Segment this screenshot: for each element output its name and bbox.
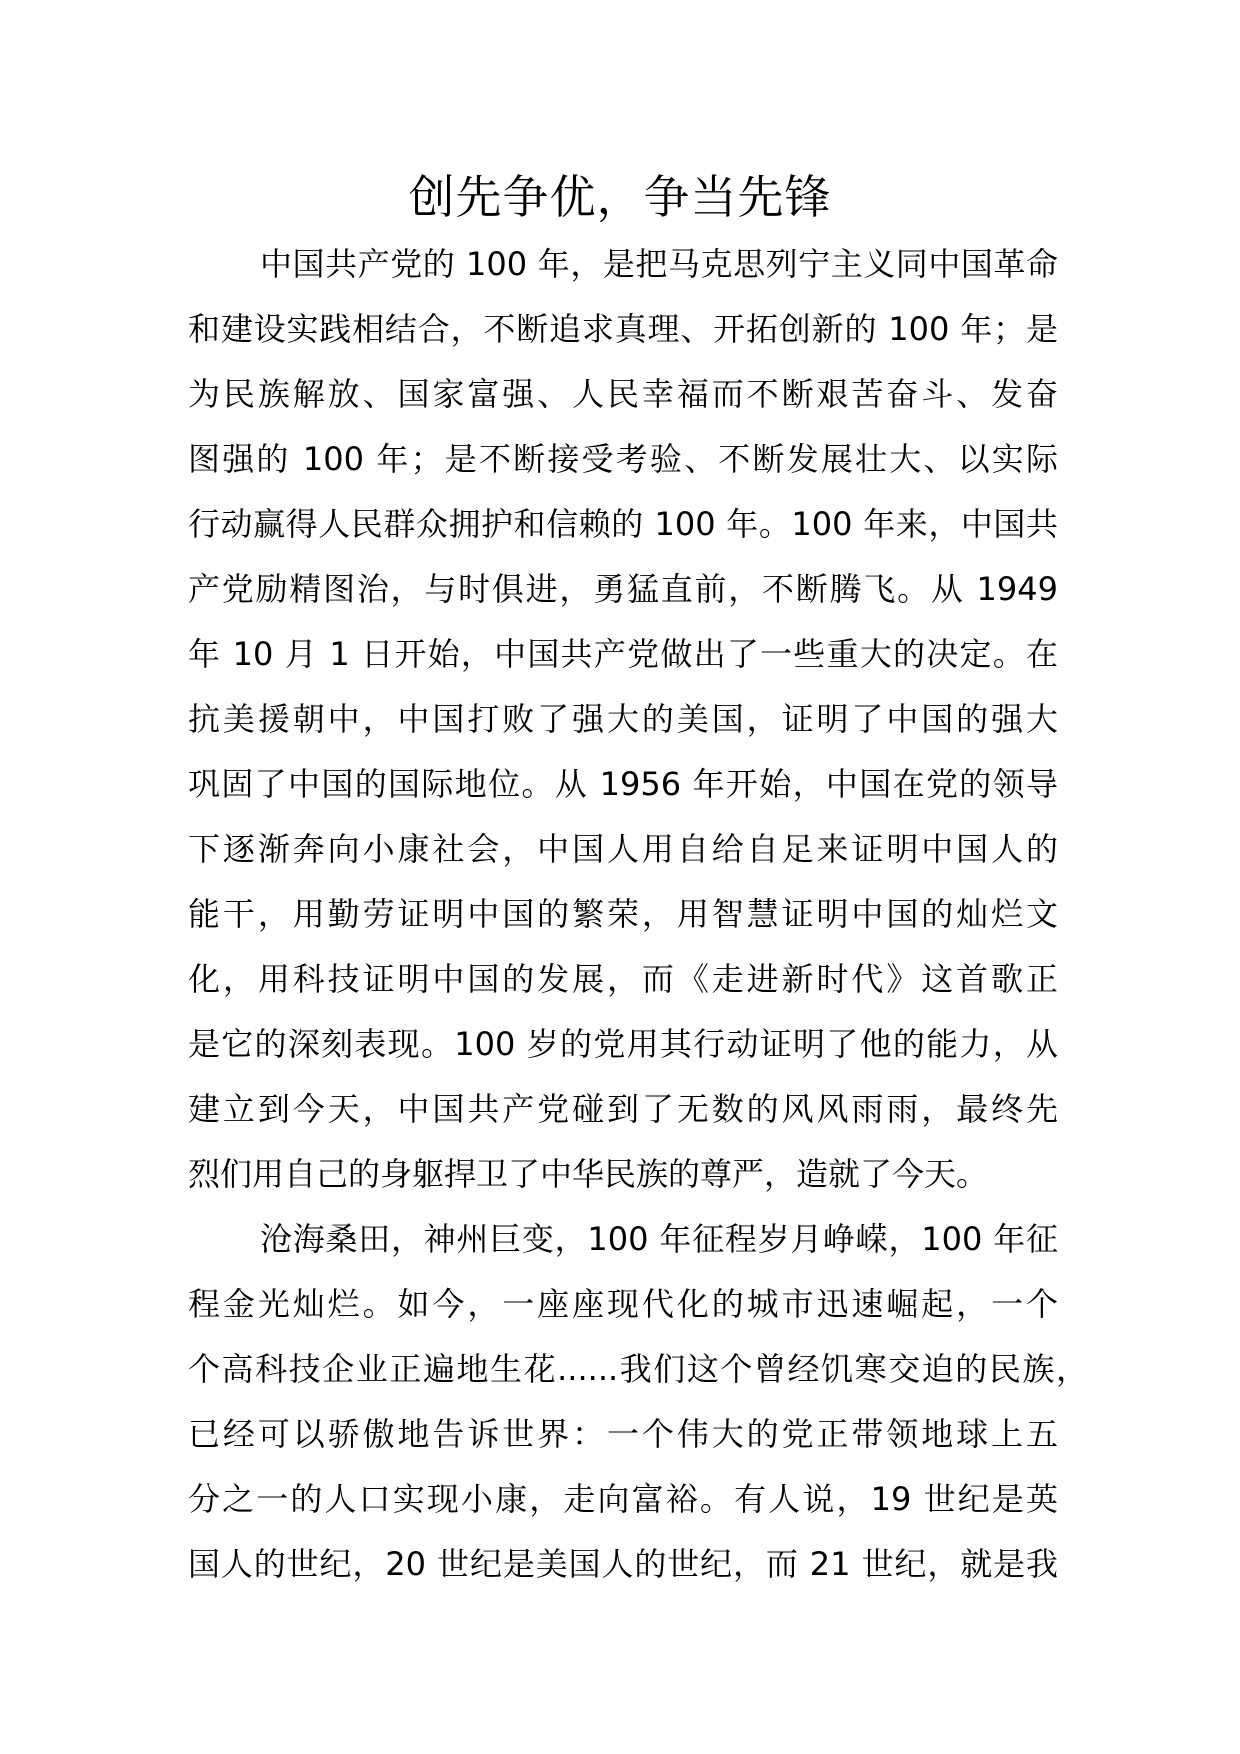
paragraph-2-line-4: 已经可以骄傲地告诉世界：一个伟大的党正带领地球上五	[188, 1415, 1058, 1453]
paragraph-1-line-4: 图强的 100 年；是不断接受考验、不断发展壮大、以实际	[188, 440, 1058, 478]
paragraph-2-line-2: 程金光灿烂。如今，一座座现代化的城市迅速崛起，一个	[188, 1285, 1058, 1323]
paragraph-1-line-8: 抗美援朝中，中国打败了强大的美国，证明了中国的强大	[188, 700, 1058, 738]
paragraph-1-line-7: 年 10 月 1 日开始，中国共产党做出了一些重大的决定。在	[188, 635, 1058, 673]
paragraph-1-line-13: 是它的深刻表现。100 岁的党用其行动证明了他的能力，从	[188, 1025, 1058, 1063]
paragraph-1-line-1: 中国共产党的 100 年，是把马克思列宁主义同中国革命	[260, 245, 1058, 283]
paragraph-2-line-3: 个高科技企业正遍地生花......我们这个曾经饥寒交迫的民族，	[188, 1350, 1088, 1388]
paragraph-1-line-15: 烈们用自己的身躯捍卫了中华民族的尊严，造就了今天。	[188, 1155, 989, 1193]
paragraph-1-line-5: 行动赢得人民群众拥护和信赖的 100 年。100 年来，中国共	[188, 505, 1058, 543]
document-body	[188, 232, 1088, 1597]
paragraph-2-line-6: 国人的世纪，20 世纪是美国人的世纪，而 21 世纪，就是我	[188, 1545, 1058, 1583]
paragraph-2-line-1: 沧海桑田，神州巨变，100 年征程岁月峥嵘，100 年征	[260, 1220, 1058, 1258]
paragraph-2-line-5: 分之一的人口实现小康，走向富裕。有人说，19 世纪是英	[188, 1480, 1058, 1518]
paragraph-1-line-11: 能干，用勤劳证明中国的繁荣，用智慧证明中国的灿烂文	[188, 895, 1058, 933]
paragraph-1-line-6: 产党励精图治，与时俱进，勇猛直前，不断腾飞。从 1949	[188, 570, 1058, 608]
paragraph-1-line-2: 和建设实践相结合，不断追求真理、开拓创新的 100 年；是	[188, 310, 1058, 348]
paragraph-1-line-10: 下逐渐奔向小康社会，中国人用自给自足来证明中国人的	[188, 830, 1058, 868]
paragraph-1-line-12: 化，用科技证明中国的发展，而《走进新时代》这首歌正	[188, 960, 1058, 998]
paragraph-1-line-3: 为民族解放、国家富强、人民幸福而不断艰苦奋斗、发奋	[188, 375, 1058, 413]
document-title: 创先争优，争当先锋	[408, 170, 832, 224]
paragraph-1-line-9: 巩固了中国的国际地位。从 1956 年开始，中国在党的领导	[188, 765, 1058, 803]
paragraph-1-line-14: 建立到今天，中国共产党碰到了无数的风风雨雨，最终先	[188, 1090, 1058, 1128]
